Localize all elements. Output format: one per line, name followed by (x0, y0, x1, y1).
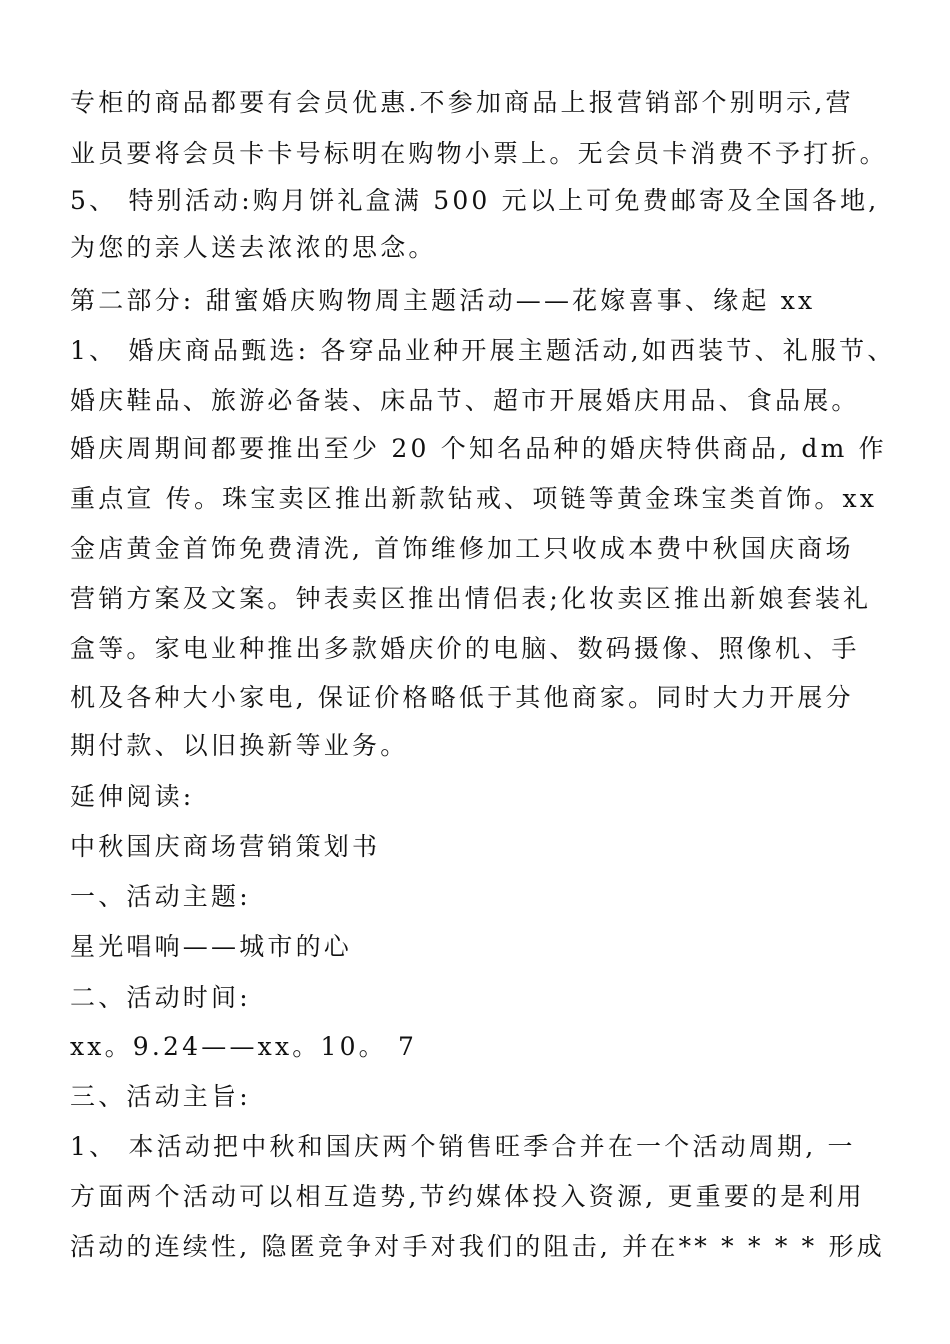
paragraph-line: 1、 婚庆商品甄选: 各穿品业种开展主题活动,如西装节、礼服节、 (70, 336, 896, 365)
paragraph-line: 专柜的商品都要有会员优惠.不参加商品上报营销部个别明示,营 (70, 88, 854, 117)
paragraph-line: 1、 本活动把中秋和国庆两个销售旺季合并在一个活动周期, 一 (70, 1132, 856, 1161)
paragraph-line: 延伸阅读: (70, 782, 195, 811)
paragraph-line: 为您的亲人送去浓浓的思念。 (70, 233, 437, 262)
paragraph-line: 婚庆鞋品、旅游必备装、床品节、超市开展婚庆用品、食品展。 (70, 386, 860, 415)
paragraph-line: 机及各种大小家电, 保证价格略低于其他商家。同时大力开展分 (70, 683, 854, 712)
paragraph-line: 营销方案及文案。钟表卖区推出情侣表;化妆卖区推出新娘套装礼 (70, 584, 872, 613)
paragraph-line: 星光唱响——城市的心 (70, 932, 353, 961)
paragraph-line: 方面两个活动可以相互造势,节约媒体投入资源, 更重要的是利用 (70, 1182, 865, 1211)
paragraph-line: 盒等。家电业种推出多款婚庆价的电脑、数码摄像、照像机、手 (70, 634, 860, 663)
paragraph-line: 金店黄金首饰免费清洗, 首饰维修加工只收成本费中秋国庆商场 (70, 534, 854, 563)
paragraph-line: 婚庆周期间都要推出至少 20 个知名品种的婚庆特供商品, dm 作 (70, 434, 887, 463)
section-heading: 第二部分: 甜蜜婚庆购物周主题活动——花嫁喜事、缘起 xx (70, 286, 816, 315)
paragraph-line: 重点宣 传。珠宝卖区推出新款钻戒、项链等黄金珠宝类首饰。xx (70, 484, 878, 513)
paragraph-line: 5、 特别活动:购月饼礼盒满 500 元以上可免费邮寄及全国各地, (70, 186, 880, 215)
document-title: 中秋国庆商场营销策划书 (70, 832, 381, 861)
section-heading: 二、活动时间: (70, 983, 251, 1012)
paragraph-line: 活动的连续性, 隐匿竞争对手对我们的阻击, 并在** * * * * 形成 (70, 1232, 885, 1261)
section-heading: 一、活动主题: (70, 882, 251, 911)
paragraph-line: xx。9.24——xx。10。 7 (70, 1032, 418, 1061)
paragraph-line: 期付款、以旧换新等业务。 (70, 731, 409, 760)
paragraph-line: 业员要将会员卡卡号标明在购物小票上。无会员卡消费不予打折。 (70, 139, 888, 168)
section-heading: 三、活动主旨: (70, 1082, 251, 1111)
